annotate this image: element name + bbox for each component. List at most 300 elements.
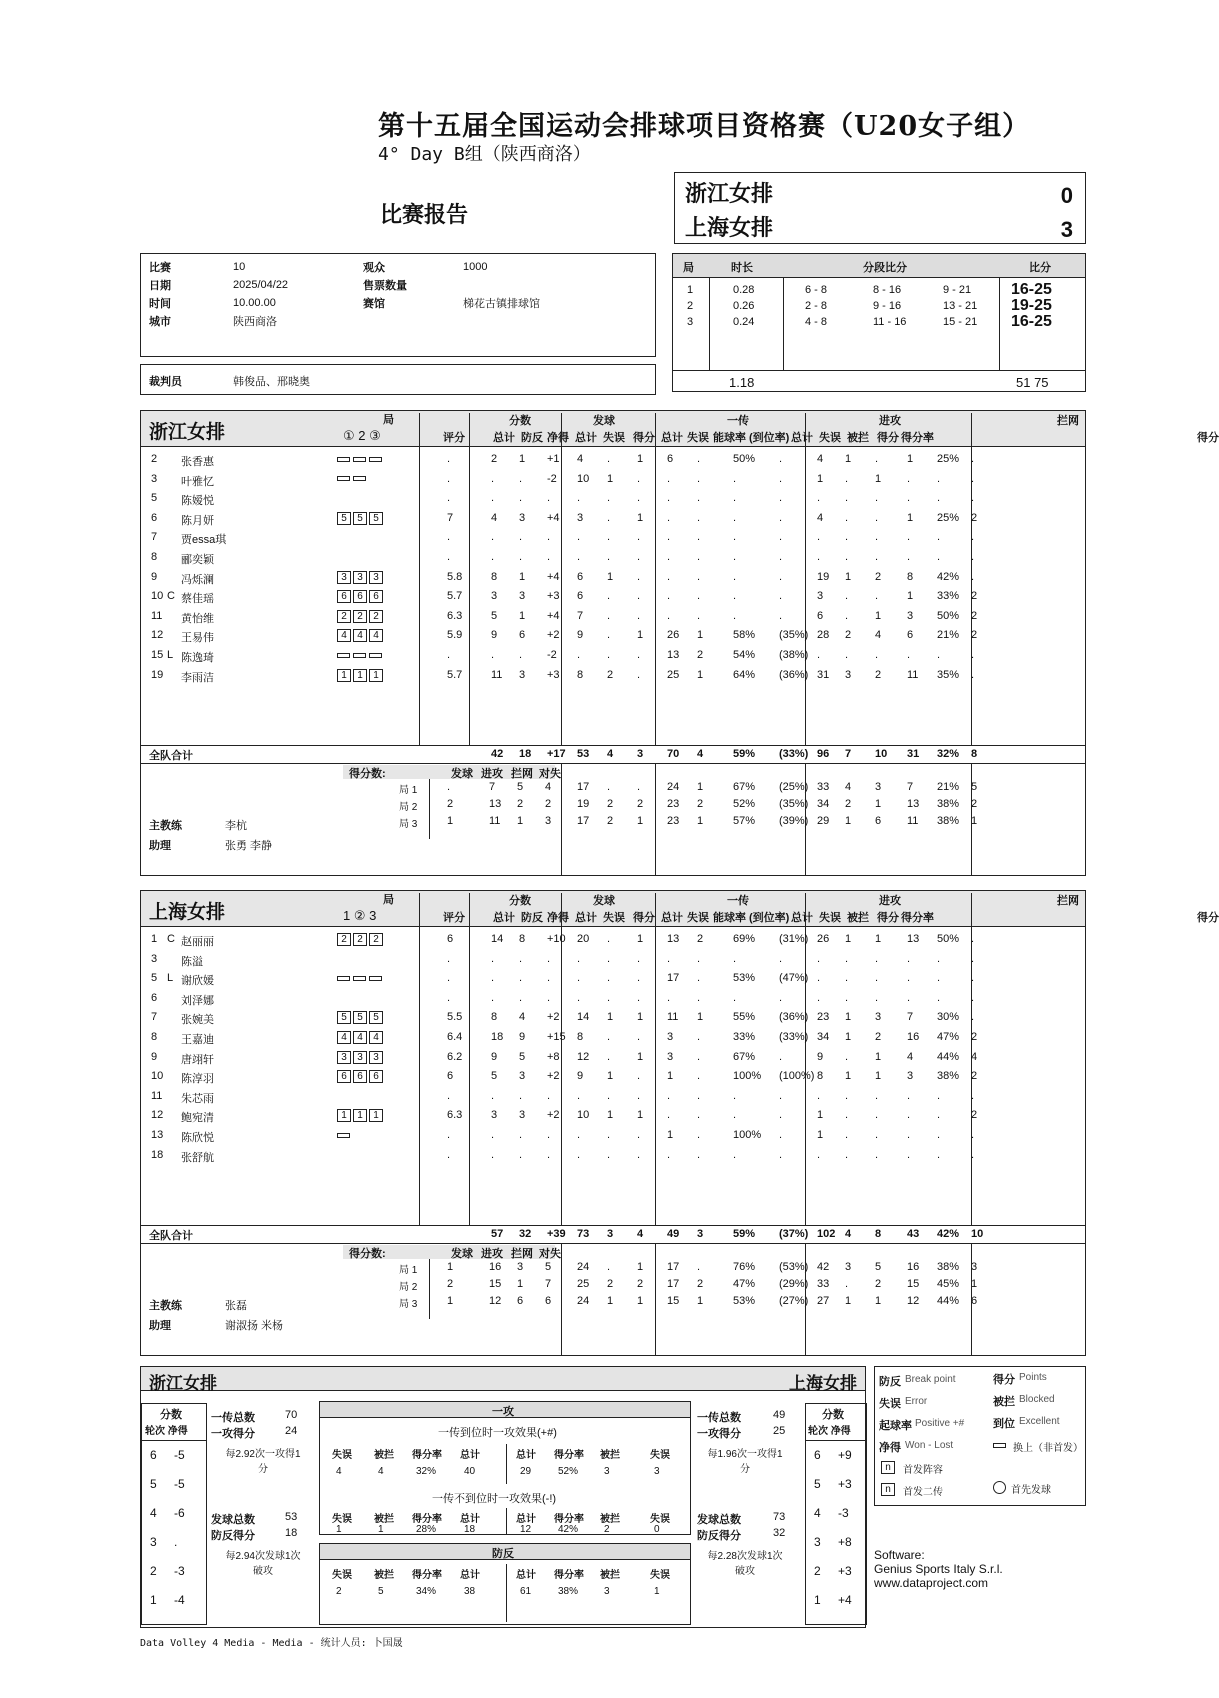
set-stat-b_pts: 2	[971, 798, 978, 810]
set-stat-srv_err: 2	[607, 1278, 614, 1290]
stat-r_pos: 69%	[733, 933, 756, 945]
stat-s_pts: 1	[637, 453, 644, 465]
player-number: 10	[151, 1070, 164, 1083]
stat-r_pos: .	[733, 609, 737, 622]
mini-value: 2	[604, 1524, 610, 1535]
stat-r_err: 2	[697, 933, 704, 945]
mini-head: 失误	[650, 1450, 670, 1461]
set-stat-b_pts: 6	[971, 1295, 978, 1307]
stat-s_err: .	[607, 492, 611, 505]
stat-r_err: .	[697, 511, 701, 524]
set-stat-a_pct: 38%	[937, 1261, 960, 1273]
stat-r_err: .	[697, 1129, 701, 1141]
stat-s_pts: .	[637, 531, 641, 544]
col-head-tot: 总计	[791, 432, 813, 444]
set-stat-a_tot: 29	[817, 815, 830, 827]
stat-a_tot: 34	[817, 1031, 830, 1043]
mini-value: 5	[378, 1586, 384, 1597]
set-stat-r_exc: (35%)	[779, 798, 809, 810]
stat-bp: .	[519, 492, 523, 505]
bad-rec-label: 一传不到位时一攻效果(-!)	[432, 1493, 557, 1505]
player-positions	[337, 1051, 385, 1064]
set-stat-r_err: 2	[697, 1278, 704, 1290]
stat-r_tot: 1	[667, 1070, 674, 1083]
set-stat-srv_tot: 19	[577, 798, 590, 810]
set-stat-a_err: 2	[845, 798, 852, 810]
set-stat-a_pts: 13	[907, 798, 920, 810]
stat-a_pct: .	[937, 972, 941, 985]
away-rotation-table	[805, 1403, 867, 1625]
player-role: C	[167, 590, 175, 603]
set-stat-s: .	[447, 781, 451, 793]
col-head-pts: 得分	[877, 432, 899, 444]
stat-r_tot: .	[667, 952, 671, 965]
stat-vote: .	[447, 991, 451, 1004]
stat-s_pts: .	[637, 1070, 641, 1083]
player-name: 郦奕颖	[181, 554, 214, 566]
set-stat-a_blo: 6	[875, 815, 882, 827]
set-stat-a_err: 4	[845, 781, 852, 793]
pts-by-set-label: 得分数:	[349, 1248, 386, 1260]
set-row-label: 局 1	[399, 785, 418, 796]
set-stat-srv_tot: 17	[577, 781, 590, 793]
set-stat-r_exc: (29%)	[779, 1278, 809, 1290]
player-number: 7	[151, 531, 158, 544]
info-key: 观众	[363, 262, 385, 274]
starting-position: 6	[337, 590, 351, 603]
pts-head-block: 拦网	[511, 768, 533, 780]
rotation-net: .	[174, 1535, 178, 1549]
set-stat-a_blo: 2	[875, 1278, 882, 1290]
set-stat-r_tot: 23	[667, 798, 680, 810]
player-row	[141, 1107, 1085, 1126]
stat-s_err: .	[607, 609, 611, 622]
mini-value: 1	[378, 1524, 384, 1535]
total-a_pct: 32%	[937, 748, 960, 760]
set-stat-srv_err: 1	[607, 1295, 614, 1307]
player-name: 刘泽娜	[181, 994, 214, 1007]
stat-r_exc: .	[779, 1129, 783, 1141]
away-rec-note: 每1.96次一攻得1分	[707, 1449, 783, 1475]
player-number: 5	[151, 492, 158, 505]
starting-position: 2	[369, 933, 383, 946]
player-positions	[337, 669, 385, 682]
stat-b_pts: .	[971, 952, 975, 965]
stat-a_pts: .	[907, 551, 911, 563]
stat-wl: .	[547, 952, 551, 965]
stat-vote: 6	[447, 933, 454, 945]
stat-r_err: .	[697, 531, 701, 544]
stat-vote: 5.5	[447, 1011, 463, 1024]
away-srv-note: 每2.28次发球1次破攻	[707, 1551, 783, 1577]
mini-value: 52%	[558, 1466, 579, 1477]
total-s_tot: 73	[577, 1228, 590, 1240]
stat-a_err: 1	[845, 1031, 852, 1043]
set-stat-a_pct: 45%	[937, 1278, 960, 1290]
stat-r_tot: .	[667, 511, 671, 524]
stat-r_err: .	[697, 1050, 701, 1063]
player-name: 蔡佳瑶	[181, 593, 214, 606]
stat-a_pts: .	[907, 972, 911, 985]
set-stat-a_err: 1	[845, 1295, 852, 1307]
set-stat-s: 1	[447, 1295, 454, 1307]
rotation-number: 4	[150, 1506, 157, 1520]
player-row	[141, 647, 1085, 666]
away-sets-won: 3	[1060, 217, 1073, 242]
player-row	[141, 1088, 1085, 1107]
set-stat-r_tot: 15	[667, 1295, 680, 1307]
stat-r_pos: .	[733, 590, 737, 603]
stat-a_err: .	[845, 492, 849, 505]
stat-a_blo: .	[875, 1109, 879, 1122]
stat-a_pct: .	[937, 991, 941, 1004]
stat-vote: .	[447, 1129, 451, 1141]
set-stat-srv_tot: 24	[577, 1261, 590, 1273]
starting-position: 5	[353, 512, 367, 525]
player-row	[141, 970, 1085, 989]
player-number: 19	[151, 668, 164, 681]
stat-r_tot: .	[667, 492, 671, 505]
stat-wl: +1	[547, 453, 560, 465]
home-bp-label: 防反得分	[211, 1530, 255, 1542]
stat-a_err: .	[845, 1129, 849, 1141]
stat-r_err: .	[697, 972, 701, 985]
player-positions	[337, 1011, 385, 1024]
set-stat-a: 11	[489, 815, 501, 827]
stat-a_pts: .	[907, 531, 911, 544]
col-head-tot: 总计	[493, 432, 515, 444]
stat-r_err: .	[697, 590, 701, 603]
substitute-icon	[369, 976, 382, 981]
player-row	[141, 627, 1085, 646]
set-score: 16-25	[1011, 313, 1052, 330]
away-rec-tot-label: 一传总数	[697, 1412, 741, 1424]
stat-wl: .	[547, 551, 551, 563]
player-row	[141, 451, 1085, 470]
rotation-number: 1	[150, 1593, 157, 1607]
starting-position: 3	[353, 1051, 367, 1064]
player-positions	[337, 473, 369, 485]
stat-s_tot: 10	[577, 472, 590, 485]
stat-r_err: .	[697, 551, 701, 563]
col-head-blo: 被拦	[847, 912, 869, 924]
set-stat-srv_tot: 24	[577, 1295, 590, 1307]
first-attack-label: 一攻	[492, 1406, 514, 1418]
stat-a_pct: 35%	[937, 668, 960, 681]
stat-b_pts: .	[971, 531, 975, 544]
stat-b_pts: .	[971, 649, 975, 661]
stat-a_pts: .	[907, 1089, 911, 1102]
rotation-number: 1	[814, 1593, 821, 1607]
mini-head: 被拦	[374, 1570, 394, 1581]
stat-b_pts: 2	[971, 511, 978, 524]
starting-position: 1	[337, 1109, 351, 1122]
stat-r_pos: 67%	[733, 1050, 756, 1063]
stat-b_pts: .	[971, 492, 975, 505]
home-srv-tot-label: 发球总数	[211, 1514, 255, 1526]
stat-a_pts: 8	[907, 570, 914, 583]
stat-vote: 6.2	[447, 1050, 463, 1063]
total-tot: 57	[491, 1228, 504, 1240]
stat-a_blo: .	[875, 511, 879, 524]
stat-a_blo: 3	[875, 1011, 882, 1024]
rotation-net: +4	[838, 1593, 852, 1607]
stat-wl: +8	[547, 1050, 560, 1063]
stat-s_err: 1	[607, 1109, 614, 1122]
stat-r_pos: .	[733, 492, 737, 505]
stat-a_blo: .	[875, 649, 879, 661]
substitute-icon	[353, 976, 366, 981]
set-stat-srv_pts: 1	[637, 1295, 644, 1307]
assistant-names: 张勇 李静	[225, 840, 273, 852]
stat-r_tot: 26	[667, 629, 680, 642]
stat-wl: .	[547, 991, 551, 1004]
substitute-icon	[337, 476, 350, 481]
stat-a_err: .	[845, 472, 849, 485]
stat-r_exc: .	[779, 551, 783, 563]
stat-r_err: .	[697, 1089, 701, 1102]
set-stat-a: 13	[489, 798, 502, 810]
stat-a_blo: 2	[875, 668, 882, 681]
coach-label: 主教练	[149, 820, 182, 832]
player-name: 朱芯雨	[181, 1092, 214, 1105]
col-head-pts: 得分	[633, 912, 655, 924]
set-stat-a_blo: 5	[875, 1261, 882, 1273]
starting-position: 1	[353, 1109, 367, 1122]
mini-value: 29	[520, 1466, 532, 1477]
mini-value: 4	[378, 1466, 384, 1477]
set-stat-a: 12	[489, 1295, 502, 1307]
stat-a_tot: 1	[817, 1129, 824, 1141]
stat-wl: .	[547, 972, 551, 985]
player-number: 12	[151, 1109, 164, 1122]
legend-blo-cn: 被拦	[993, 1396, 1015, 1408]
set-stat-srv_pts: 2	[637, 1278, 644, 1290]
stat-a_tot: 26	[817, 933, 830, 945]
stat-a_blo: .	[875, 590, 879, 603]
legend-pos-en: Positive +#	[915, 1418, 965, 1429]
stat-s_err: .	[607, 1129, 611, 1141]
col-head-err: 失误	[687, 912, 709, 924]
stat-s_err: .	[607, 991, 611, 1004]
stat-r_tot: 13	[667, 649, 680, 661]
set-time: 0.28	[733, 284, 755, 296]
stat-s_tot: 10	[577, 1109, 590, 1122]
stat-bp: 8	[519, 933, 526, 945]
player-role: L	[167, 972, 174, 985]
stat-s_err: .	[607, 1089, 611, 1102]
legend-box	[874, 1366, 1086, 1506]
referee-names: 韩俊品、邢晓奥	[233, 376, 310, 388]
total-r_exc: (33%)	[779, 748, 809, 760]
starting-position: 4	[369, 629, 383, 642]
info-value: 10	[233, 261, 246, 273]
player-number: 2	[151, 453, 158, 465]
rotation-net: -3	[838, 1506, 849, 1520]
stat-vote: .	[447, 453, 451, 465]
stat-s_err: .	[607, 1148, 611, 1161]
stat-r_exc: .	[779, 952, 783, 965]
stat-a_pct: 50%	[937, 933, 960, 945]
player-name: 叶雅忆	[181, 475, 214, 488]
player-row	[141, 1068, 1085, 1087]
stat-a_pts: 4	[907, 1050, 914, 1063]
mini-head: 得分率	[412, 1450, 442, 1461]
rotation-number: 5	[814, 1477, 821, 1491]
rotation-number: 2	[814, 1564, 821, 1578]
mini-head: 被拦	[600, 1514, 620, 1525]
stat-vote: 7	[447, 511, 454, 524]
set-row-label: 局 2	[399, 802, 418, 813]
stat-a_blo: .	[875, 1129, 879, 1141]
stat-r_err: .	[697, 1109, 701, 1122]
stat-a_err: 3	[845, 668, 852, 681]
stat-b_pts: .	[971, 1089, 975, 1102]
col-head-err: 失误	[603, 912, 625, 924]
good-rec-label: 一传到位时一攻效果(+#)	[438, 1427, 557, 1439]
stat-s_pts: 1	[637, 933, 644, 945]
stat-r_exc: .	[779, 511, 783, 524]
stat-s_pts: 1	[637, 1109, 644, 1122]
substitute-icon	[369, 457, 382, 462]
rotation-number: 3	[150, 1535, 157, 1549]
player-row	[141, 1029, 1085, 1048]
col-group-attack: 进攻	[879, 895, 901, 907]
stat-a_pct: 25%	[937, 453, 960, 465]
legend-starter-pos: 首发阵容	[903, 1465, 943, 1476]
stat-tot: 5	[491, 609, 498, 622]
stat-bp: .	[519, 551, 523, 563]
stat-s_tot: 4	[577, 453, 584, 465]
stat-wl: +3	[547, 668, 560, 681]
stat-tot: 3	[491, 590, 498, 603]
col-head-exc: (到位率)	[749, 912, 790, 924]
stat-tot: .	[491, 1129, 495, 1141]
stat-b_pts: .	[971, 551, 975, 563]
player-row	[141, 490, 1085, 509]
stat-s_pts: .	[637, 952, 641, 965]
stat-r_pos: .	[733, 1148, 737, 1161]
stat-s_err: 1	[607, 570, 614, 583]
home-rotation-table	[141, 1403, 207, 1625]
stat-a_pts: .	[907, 492, 911, 505]
mini-value: 40	[464, 1466, 476, 1477]
away-srv-tot: 73	[773, 1511, 786, 1523]
stat-a_blo: 2	[875, 1031, 882, 1043]
player-number: 18	[151, 1148, 164, 1161]
stat-a_err: .	[845, 972, 849, 985]
substitute-icon	[353, 476, 366, 481]
stat-tot: .	[491, 551, 495, 563]
substitute-icon	[337, 653, 350, 658]
stat-s_tot: .	[577, 991, 581, 1004]
stat-bp: 9	[519, 1031, 526, 1043]
set-stat-r_pos: 53%	[733, 1295, 756, 1307]
set-stat-srv_err: .	[607, 1261, 611, 1273]
rotation-number: 2	[150, 1564, 157, 1578]
pts-head-attack: 进攻	[481, 768, 503, 780]
player-number: 10	[151, 590, 164, 603]
stat-r_pos: 100%	[733, 1070, 762, 1083]
sets-head-time: 时长	[731, 262, 753, 274]
stat-r_pos: 58%	[733, 629, 756, 642]
player-positions	[337, 972, 385, 984]
set-stat-a_blo: 3	[875, 781, 882, 793]
total-s_pts: 3	[637, 748, 644, 760]
col-head-bp: 防反	[521, 912, 543, 924]
stat-bp: 3	[519, 1070, 526, 1083]
stat-s_tot: .	[577, 952, 581, 965]
starting-position: 2	[337, 610, 351, 623]
report-title: 第十五届全国运动会排球项目资格赛（U20女子组）	[378, 111, 1031, 142]
starting-position: 3	[369, 1051, 383, 1064]
player-number: 13	[151, 1129, 164, 1141]
rotation-net: -4	[174, 1593, 185, 1607]
sets-box	[672, 253, 1086, 392]
summary-home-name: 浙江女排	[149, 1374, 217, 1393]
stat-tot: .	[491, 472, 495, 485]
set-stat-a_tot: 33	[817, 781, 830, 793]
player-row	[141, 1147, 1085, 1166]
set-stat-srv_pts: 2	[637, 798, 644, 810]
software-line3: www.dataproject.com	[874, 1576, 989, 1590]
stat-wl: .	[547, 492, 551, 505]
software-credit	[874, 1548, 1003, 1590]
stat-vote: .	[447, 551, 451, 563]
set-stat-a_tot: 27	[817, 1295, 830, 1307]
player-name: 李雨洁	[181, 671, 214, 684]
player-row	[141, 1049, 1085, 1068]
stat-wl: .	[547, 531, 551, 544]
player-number: 9	[151, 1050, 158, 1063]
stat-a_tot: 4	[817, 453, 824, 465]
stat-s_tot: 7	[577, 609, 584, 622]
rotation-net: -3	[174, 1564, 185, 1578]
stat-a_tot: 3	[817, 590, 824, 603]
stat-tot: 4	[491, 511, 498, 524]
starting-position: 1	[337, 669, 351, 682]
stat-r_err: .	[697, 609, 701, 622]
legend-wl-en: Won - Lost	[905, 1440, 954, 1451]
player-number: 1	[151, 933, 158, 945]
player-name: 鲍宛清	[181, 1112, 214, 1125]
stat-r_exc: .	[779, 1050, 783, 1063]
score-box	[674, 172, 1086, 244]
set-stat-o: 7	[545, 1278, 552, 1290]
player-name: 陈月妍	[181, 514, 214, 527]
set-stat-r_tot: 17	[667, 1278, 680, 1290]
stat-tot: .	[491, 952, 495, 965]
starting-position: 5	[369, 1011, 383, 1024]
stat-a_blo: .	[875, 1148, 879, 1161]
stat-r_pos: 53%	[733, 972, 756, 985]
stat-wl: .	[547, 1129, 551, 1141]
mini-head: 失误	[332, 1514, 352, 1525]
starting-position: 3	[369, 571, 383, 584]
mini-head: 总计	[460, 1514, 480, 1525]
info-value: 2025/04/22	[233, 279, 289, 291]
col-group-points: 分数	[509, 415, 531, 427]
stat-a_pts: .	[907, 952, 911, 965]
stat-s_err: .	[607, 453, 611, 465]
stat-vote: .	[447, 472, 451, 485]
stat-bp: 1	[519, 609, 526, 622]
coach-name: 李杭	[225, 820, 247, 832]
set-stat-a_pts: 12	[907, 1295, 920, 1307]
stat-a_err: .	[845, 649, 849, 661]
stat-s_err: .	[607, 972, 611, 985]
stat-r_tot: 3	[667, 1050, 674, 1063]
